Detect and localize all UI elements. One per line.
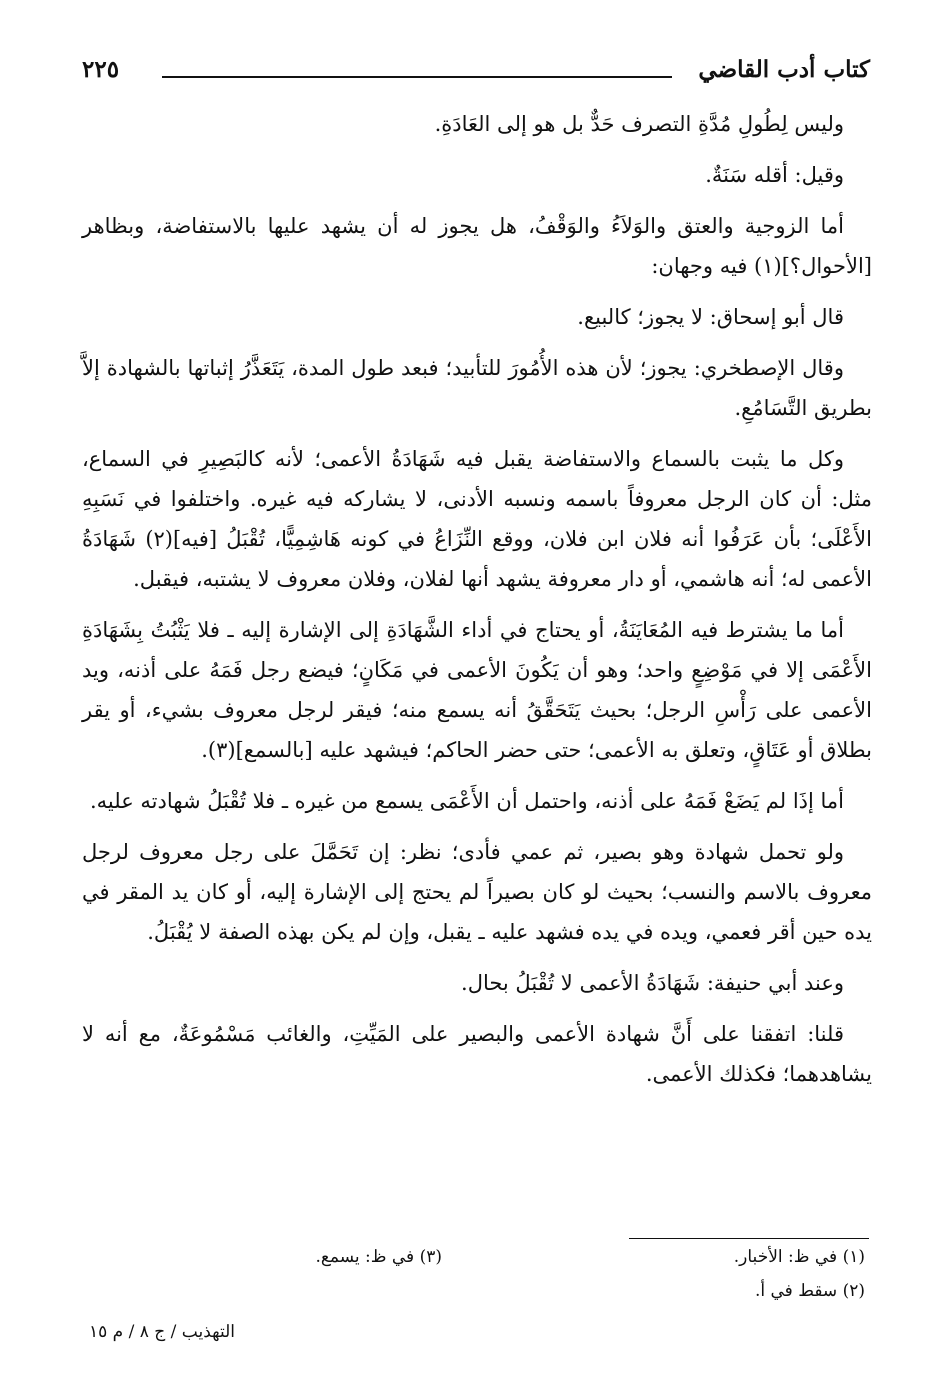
paragraph: وقيل: أقله سَنَةٌ.	[705, 163, 844, 187]
footnote-3: (٣) في ظ: يسمع.	[315, 1247, 442, 1267]
header-rule	[162, 76, 672, 78]
paragraph: وكل ما يثبت بالسماع والاستفاضة يقبل فيه شَهَادَةُ الأعمى؛ لأنه كالبَصِيرِ في السماع، مثل: أن كان الرجل معروفاً باسمه ونسبه الأدنى، لا يشاركه فيه غيره. واختلفوا في نَسَبِهِ الأَعْلَى؛ بأن عَرَفُوا أنه فلان ابن فلان، ووقع النِّزَاعُ في كونه هَاشِمِيًّا، تُقْبَلُ [فيه](٢) شَهَادَةُ الأعمى له؛ أنه هاشمي، أو دار معروفة يشهد أنها لفلان، وفلان معروف لا يشتبه، فيقبل.	[82, 447, 872, 591]
paragraph: أما ما يشترط فيه المُعَايَنَةُ، أو يحتاج في أداء الشَّهَادَةِ إلى الإشارة إليه ـ فلا يَثْبُتُ بِشَهَادَةِ الأَعْمَى إلا في مَوْضِعٍ واحد؛ وهو أن يَكُونَ الأعمى في مَكَانٍ؛ فيضع رجل فَمَهُ على أذنه، ويد الأعمى على رَأْسِ الرجل؛ بحيث يَتَحَقَّقُ أنه يسمع منه؛ فيقر لرجل معروف بشيء، أو يقر بطلاق أو عَتَاقٍ، وتعلق به الأعمى؛ حتى حضر الحاكم؛ فيشهد عليه [بالسمع](٣).	[82, 618, 872, 762]
paragraph: ولو تحمل شهادة وهو بصير، ثم عمي فأدى؛ نظر: إن تَحَمَّلَ على رجل معروف لرجل معروف بالاسم والنسب؛ بحيث لو كان بصيراً لم يحتج إلى الإشارة إليه، أو كان يد المقر في يده حين أقر فعمي، ويده في يده فشهد عليه ـ يقبل، وإن لم يكن بهذه الصفة لا يُقْبَلُ.	[82, 840, 872, 944]
page-header	[82, 56, 870, 92]
paragraph: وعند أبي حنيفة: شَهَادَةُ الأعمى لا تُقْبَلُ بحال.	[461, 971, 844, 995]
footnote-2: (٢) سقط في أ.	[754, 1281, 865, 1301]
page-number: ٢٢٥	[82, 56, 120, 83]
paragraph: وقال الإصطخري: يجوز؛ لأن هذه الأُمُورَ للتأبيد؛ فبعد طول المدة، يَتَعَذَّرُ إثباتها بالشهادة إلاَّ بطريق التَّسَامُعِ.	[82, 356, 872, 420]
paragraph: أما الزوجية والعتق والوَلاَءُ والوَقْفُ، هل يجوز له أن يشهد عليها بالاستفاضة، وبظاهر [الأحوال؟](١) فيه وجهان:	[82, 214, 872, 278]
main-text	[82, 104, 872, 1105]
printer-signature: التهذيب / ج ٨ / م ١٥	[88, 1322, 235, 1342]
paragraph: قال أبو إسحاق: لا يجوز؛ كالبيع.	[577, 305, 844, 329]
footnote-rule	[629, 1238, 869, 1239]
footnote-1: (١) في ظ: الأخبار.	[733, 1247, 865, 1267]
paragraph: قلنا: اتفقنا على أَنَّ شهادة الأعمى والبصير على المَيِّتِ، والغائب مَسْمُوعَةٌ، مع أنه لا يشاهدهما؛ فكذلك الأعمى.	[82, 1022, 872, 1086]
paragraph: أما إذَا لم يَضَعْ فَمَهُ على أذنه، واحتمل أن الأَعْمَى يسمع من غيره ـ فلا تُقْبَلُ شهادته عليه.	[89, 789, 844, 813]
running-title: كتاب أدب القاضي	[698, 56, 870, 83]
paragraph: وليس لِطُولِ مُدَّةِ التصرف حَدٌّ بل هو إلى العَادَةِ.	[434, 112, 844, 136]
